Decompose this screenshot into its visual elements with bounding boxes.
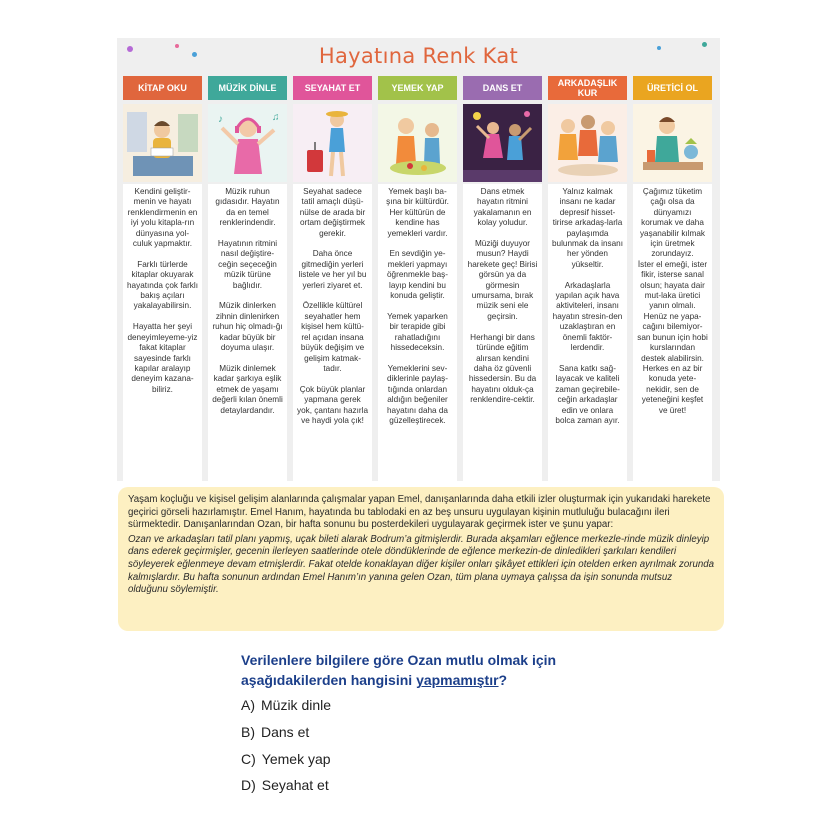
column-text: Dans etmek hayatın ritmini yakalamanın en kolay yoludur. Müziği duyuyor musun? Haydi harekete geç! Birisi görsün ya da görmesin umursama, bırak müzik seni ele geçirsin. Herhangi bir dans türünde eğitim alırsan kendini daha öz güvenli hissedersin. Bu da hayatını olduk-ça renklendire-cektir. xyxy=(463,184,542,484)
column-text: Yalnız kalmak insanı ne kadar depresif hisset-tirirse arkadaş-larla paylaşımda bulunmak da insanı her yönden yükseltir. Arkadaşlarla yapılan açık hava aktiviteleri, insanı hayatın stresin-den uzaklaştıran en önemli faktör-lerdendir. Sana katkı sağ-layacak ve kaliteli zaman geçirebile-ceğin arkadaşlar edin ve onlara bolca zaman ayır. xyxy=(548,184,627,484)
option-c[interactable] xyxy=(241,751,331,767)
option-text: Dans et xyxy=(261,724,310,740)
column-text: Seyahat sadece tatil amaçlı düşü-nülse de arada bir ortam değiştirmek gerekir. Daha önce gitmediğin yerleri listele ve her yıl bu yerleri ziyaret et. Özellikle kültürel seyahatler hem kişisel hem kültü-rel açıdan insana büyük değişim ve gelişim katmak-tadır. Çok büyük planlar yapmana gerek yok, çantanı hazırla ve haydi yola çık! xyxy=(293,184,372,484)
option-letter: A) xyxy=(241,697,255,713)
column-text: Çağımız tüketim çağı olsa da dünyamızı korumak ve daha yaşanabilir kılmak için üretmek zorundayız. İster el emeği, ister fikir, isterse sanal olsun; hayata dair mut-laka üretici yanın olmalı. Henüz ne yapa-cağını bilemiyor-san bunun için hobi kurslarından destek alabilirsin. Herkes en az bir konuda yete-nekidir, sen de yeteneğini keşfet ve üret! xyxy=(633,184,712,484)
option-letter: C) xyxy=(241,751,256,767)
dance-illustration xyxy=(463,104,542,182)
option-letter: B) xyxy=(241,724,255,740)
column-text: Yemek başlı ba-şına bir kültürdür. Her kültürün de kendine has yemekleri vardır. En sevdiğin ye-mekleri yapmayı öğrenmekle baş-layıp kendini bu konuda geliştir. Yemek yaparken bir terapide gibi rahatladığını hissedeceksin. Yemeklerini sev-diklerinle paylaş-tığında onlardan aldığın beğeniler hayatını daha da güzelleştirecek. xyxy=(378,184,457,484)
column-text: Kendini geliştir- menin ve hayatı renklendirmenin en iyi yolu kitapla-rın dünyasına yol-culuk yapmaktır. Farklı türlerde kitaplar okuyarak hayatında çok farklı bakış açıları yakalayabilirsin. Hayatta her şeyi deneyimleyeme-yiz fakat kitaplar sayesinde farklı kapılar aralayıp deneyim kazana-biliriz. xyxy=(123,184,202,484)
column-header: MÜZİK DİNLE xyxy=(208,76,287,100)
friends-illustration xyxy=(548,104,627,182)
column-dans-et xyxy=(463,76,542,510)
poster xyxy=(117,38,720,481)
option-letter: D) xyxy=(241,777,256,793)
option-d[interactable] xyxy=(241,777,329,793)
music-illustration xyxy=(208,104,287,182)
scenario-box xyxy=(118,487,724,631)
question-text xyxy=(241,650,661,690)
poster-title: Hayatına Renk Kat xyxy=(318,44,519,68)
svg-text:♪: ♪ xyxy=(218,114,223,125)
reading-illustration xyxy=(123,104,202,182)
column-text: Müzik ruhun gıdasıdır. Hayatın da en temel renklerindendir. Hayatının ritmini nasıl değiştire-ceğin seçeceğin müzik türüne bağlıdır. Müzik dinlerken zihnin dinlenirken ruhun hiç olmadı-ğı kadar büyük bir doyuma ulaşır. Müzik dinlemek kadar şarkıya eşlik etmek de yaşamı değerli kılan önemli detaylardandır. xyxy=(208,184,287,484)
column-seyahat-et xyxy=(293,76,372,510)
column-yemek-yap xyxy=(378,76,457,510)
option-text: Yemek yap xyxy=(261,751,331,767)
question-end: ? xyxy=(498,672,508,688)
question-underlined: yapmamıştır xyxy=(416,672,499,688)
scenario-story: Ozan ve arkadaşları tatil planı yapmış, uçak bileti alarak Bodrum’a gitmişlerdir. Burada akşamları eğlence merkezle-rinde müzik dinleyip dans ederek geçirmişler, gecenin ilerleyen saatlerinde otele döndüklerinde de eğlence merkezin-de dinledikleri şarkıları kendileri söyleyerek eğlenmeye devam etmişlerdir. Fakat otelde konaklayan diğer kişiler onları şikâyet ettikleri için otelden erken ayrılmak zorunda kalmışlardır. Bu hafta sonunun ardından Emel Hanım’ın yanına gelen Ozan, tüm plana uymaya çalışsa da işin sonunda mutsuz olduğunu söylemiştir. xyxy=(128,533,715,596)
travel-illustration xyxy=(293,104,372,182)
option-text: Seyahat et xyxy=(261,777,329,793)
column-header: SEYAHAT ET xyxy=(293,76,372,100)
producer-illustration xyxy=(633,104,712,182)
column-kitap-oku xyxy=(123,76,202,510)
column-arkadaslik-kur xyxy=(548,76,627,510)
column-uretici-ol xyxy=(633,76,712,510)
column-muzik-dinle xyxy=(208,76,287,510)
option-b[interactable] xyxy=(241,724,309,740)
column-header: ARKADAŞLIK KUR xyxy=(548,76,627,100)
scenario-intro: Yaşam koçluğu ve kişisel gelişim alanlarında çalışmalar yapan Emel, danışanlarında daha etkili izler oluşturmak için yukarıdaki harekete geçirici görseli hazırlamıştır. Emel Hanım, hayatında bu tablodaki en az beş unsuru uygulayan kişinin mutluluğu bulacağını ileri sürmektedir. Danışanlarından Ozan, bir hafta sonunu bu posterdekileri uygulayarak geçirmek ister ve şunu yapar: xyxy=(128,494,711,531)
cooking-illustration xyxy=(378,104,457,182)
column-header: DANS ET xyxy=(463,76,542,100)
column-header: YEMEK YAP xyxy=(378,76,457,100)
question-main: Verilenlere bilgilere göre Ozan mutlu olmak için aşağıdakilerden hangisini xyxy=(241,652,557,688)
option-a[interactable] xyxy=(241,697,331,713)
svg-text:♫: ♫ xyxy=(272,112,280,123)
column-header: KİTAP OKU xyxy=(123,76,202,100)
column-header: ÜRETİCİ OL xyxy=(633,76,712,100)
option-text: Müzik dinle xyxy=(261,697,332,713)
